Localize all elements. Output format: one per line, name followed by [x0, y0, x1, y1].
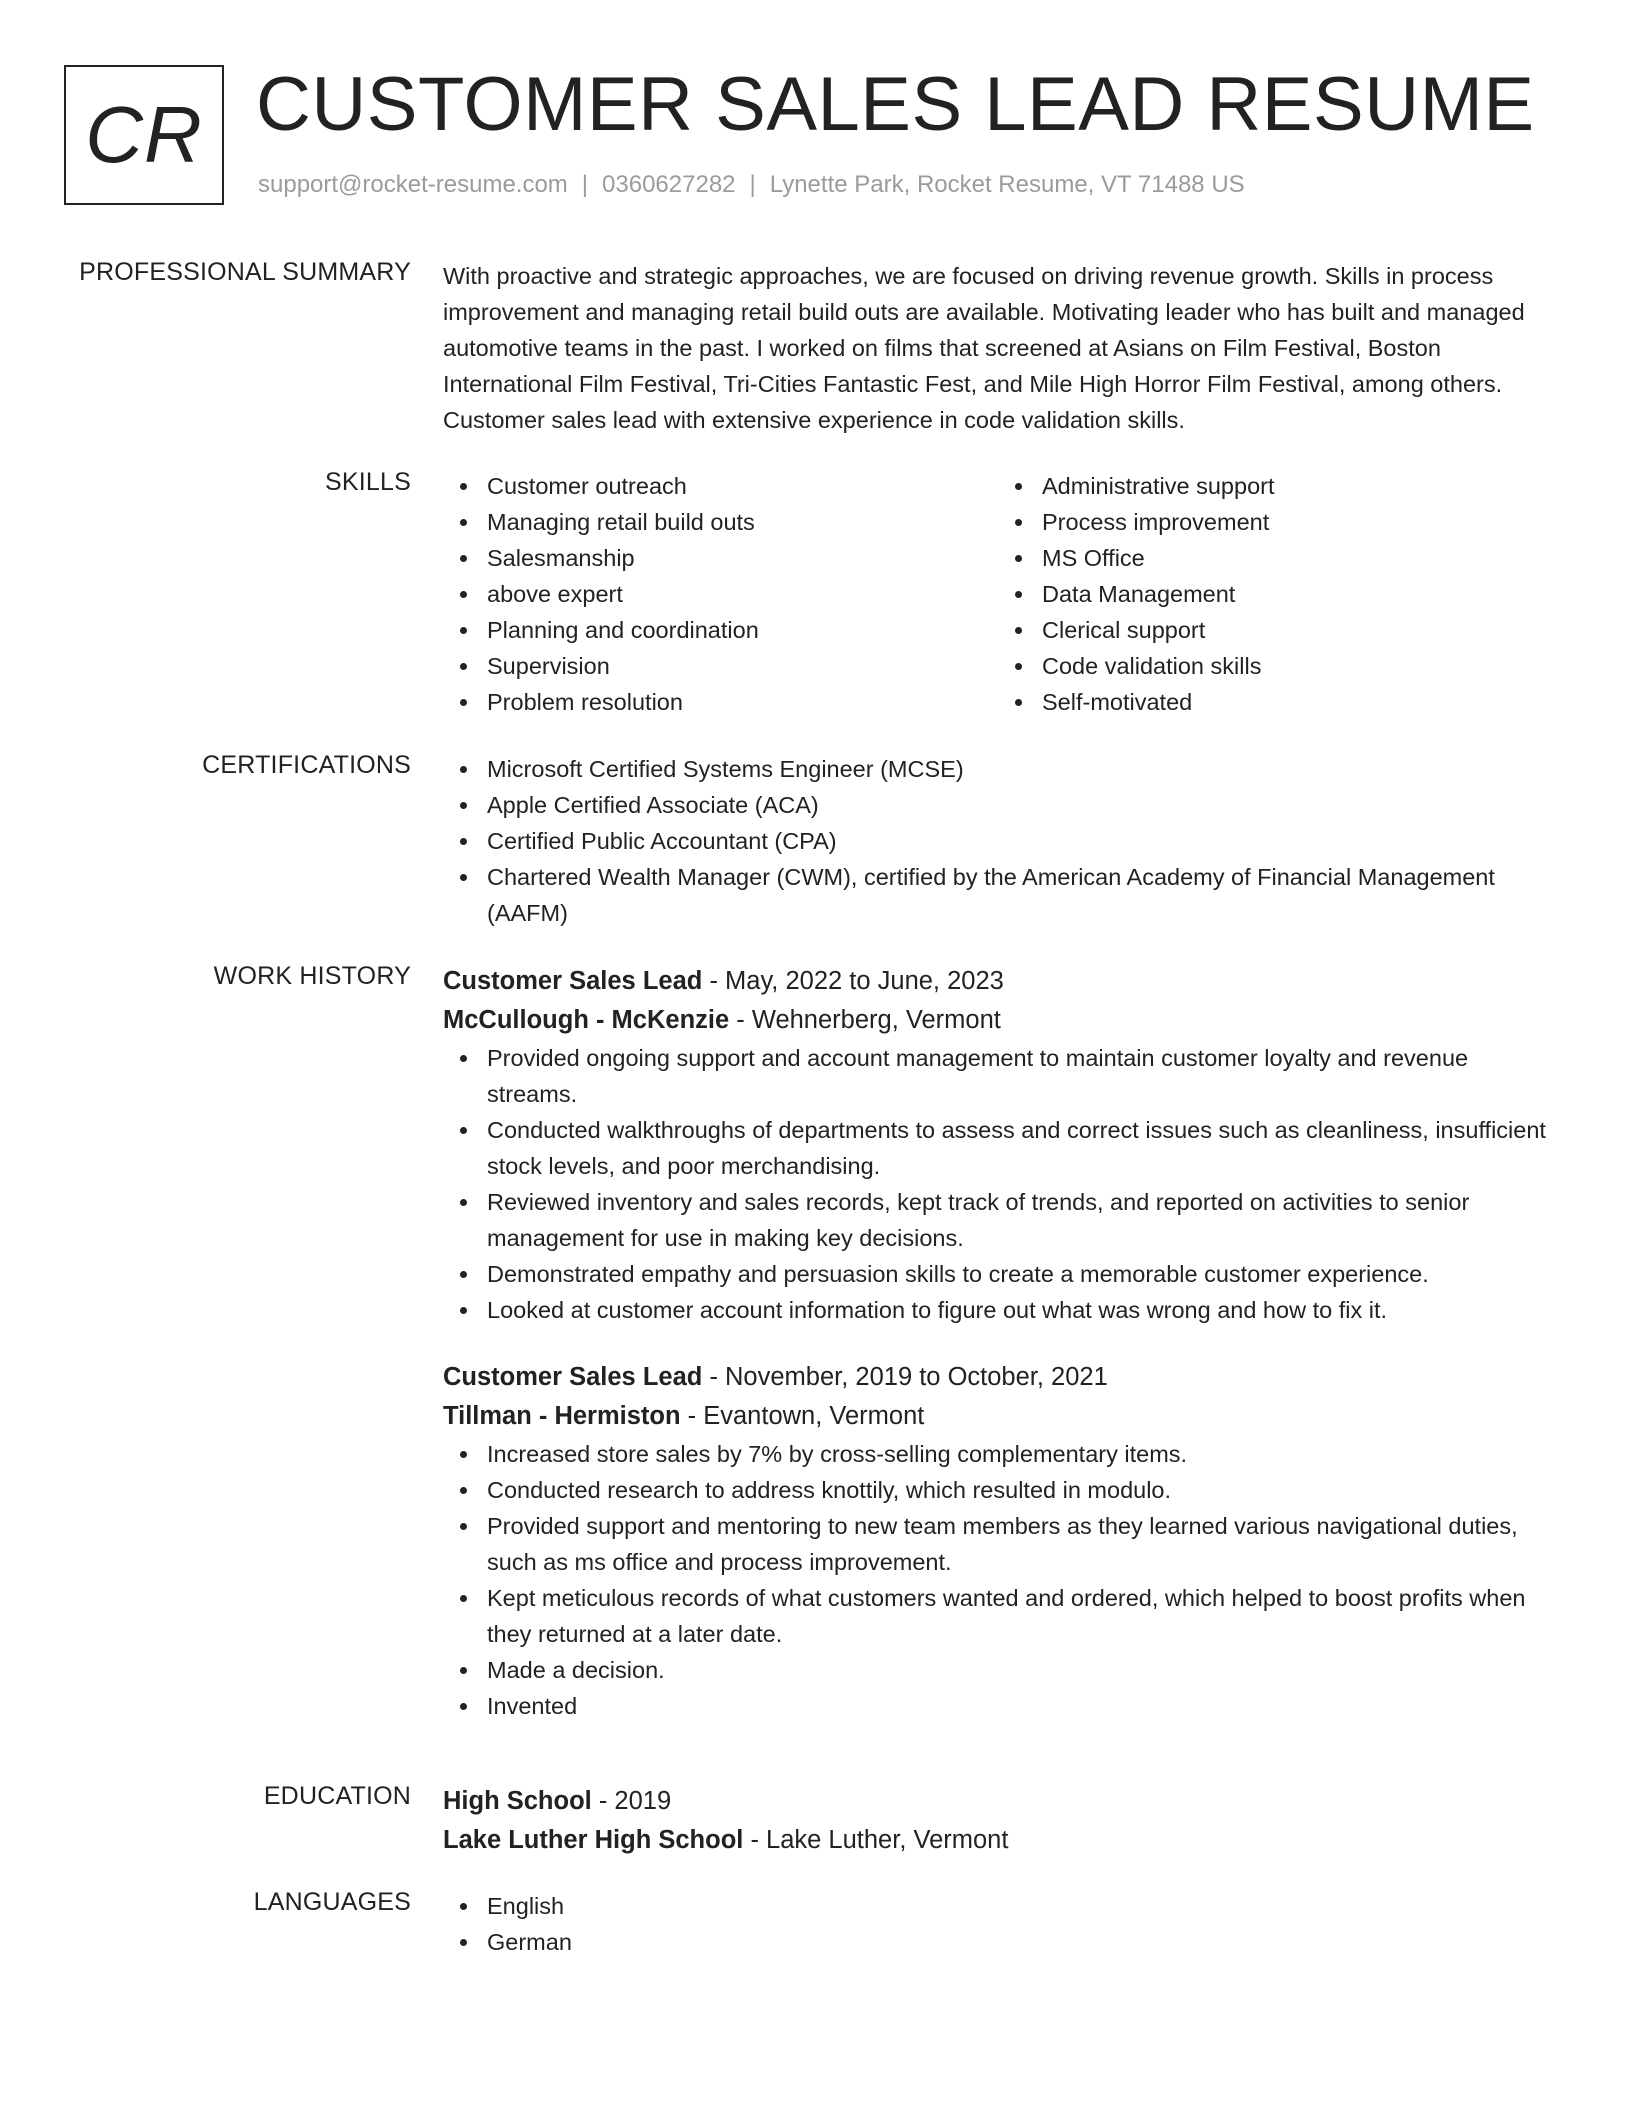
job-entry [443, 962, 1553, 1328]
certification-item: Apple Certified Associate (ACA) [487, 787, 1553, 823]
contact-separator: | [581, 171, 589, 198]
summary-body [443, 258, 1553, 438]
job-company: Tillman - Hermiston [443, 1402, 681, 1430]
job-title: Customer Sales Lead [443, 1363, 703, 1391]
job-entry [443, 1358, 1553, 1724]
job-location: - Evantown, Vermont [680, 1402, 925, 1430]
skill-item: Problem resolution [487, 684, 998, 720]
languages-list [443, 1888, 1553, 1960]
job-duties-list [443, 1040, 1553, 1328]
job-duty-item: Reviewed inventory and sales records, kept track of trends, and reported on activities to senior management for use in making key decisions. [487, 1184, 1553, 1256]
job-duty-item: Provided support and mentoring to new team members as they learned various navigational duties, such as ms office and process improvement. [487, 1508, 1553, 1580]
education-school: Lake Luther High School [443, 1826, 744, 1854]
job-company-line [443, 1001, 1553, 1040]
education-location: - Lake Luther, Vermont [743, 1826, 1009, 1854]
skill-item: Supervision [487, 648, 998, 684]
languages-heading: LANGUAGES [253, 1888, 411, 1916]
job-title-line [443, 1358, 1553, 1397]
skill-item: Code validation skills [1042, 648, 1553, 684]
job-company-line [443, 1397, 1553, 1436]
job-duty-item: Increased store sales by 7% by cross-selling complementary items. [487, 1436, 1553, 1472]
education-degree: High School [443, 1787, 592, 1815]
summary-text: With proactive and strategic approaches, we are focused on driving revenue growth. Skills in process improvement and managing retail build outs are available. Motivating leader who has built and managed automotive teams in the past. I worked on films that screened at Asians on Film Festival, Boston International Film Festival, Tri-Cities Fantastic Fest, and Mile High Horror Film Festival, among others. Customer sales lead with extensive experience in code validation skills. [443, 263, 1525, 433]
certification-item: Certified Public Accountant (CPA) [487, 823, 1553, 859]
skill-item: Clerical support [1042, 612, 1553, 648]
work-history-body [443, 962, 1553, 1724]
skills-list-left [443, 468, 998, 720]
education-body [443, 1782, 1553, 1860]
job-duty-item: Demonstrated empathy and persuasion skills to create a memorable customer experience. [487, 1256, 1553, 1292]
skill-item: Customer outreach [487, 468, 998, 504]
skill-item: MS Office [1042, 540, 1553, 576]
job-duty-item: Invented [487, 1688, 1553, 1724]
language-item: English [487, 1888, 1553, 1924]
job-dates: - November, 2019 to October, 2021 [702, 1363, 1108, 1391]
skill-item: Administrative support [1042, 468, 1553, 504]
skill-item: Managing retail build outs [487, 504, 998, 540]
skills-body [443, 468, 1553, 720]
job-title-line [443, 962, 1553, 1001]
skill-item: Self-motivated [1042, 684, 1553, 720]
contact-separator: | [749, 171, 756, 198]
certification-item: Microsoft Certified Systems Engineer (MCSE) [487, 751, 1553, 787]
education-degree-line [443, 1782, 1553, 1821]
job-duty-item: Provided ongoing support and account management to maintain customer loyalty and revenue streams. [487, 1040, 1553, 1112]
job-duties-list [443, 1436, 1553, 1724]
summary-heading: PROFESSIONAL SUMMARY [79, 258, 411, 286]
skills-heading: SKILLS [325, 468, 411, 496]
job-duty-item: Made a decision. [487, 1652, 1553, 1688]
certifications-heading: CERTIFICATIONS [202, 751, 411, 779]
job-duty-item: Conducted research to address knottily, which resulted in modulo. [487, 1472, 1553, 1508]
job-location: - Wehnerberg, Vermont [729, 1006, 1001, 1034]
languages-body [443, 1888, 1553, 1960]
education-school-line [443, 1821, 1553, 1860]
contact-email: support@rocket-resume.com [258, 171, 568, 198]
work-history-heading: WORK HISTORY [213, 962, 411, 990]
skill-item: Data Management [1042, 576, 1553, 612]
monogram-logo: CR [64, 65, 224, 205]
job-duty-item: Conducted walkthroughs of departments to assess and correct issues such as cleanliness, insufficient stock levels, and poor merchandising. [487, 1112, 1553, 1184]
certifications-body [443, 751, 1553, 931]
skills-list-right [998, 468, 1553, 720]
resume-title: CUSTOMER SALES LEAD RESUME [256, 62, 1535, 147]
certifications-list [443, 751, 1553, 931]
contact-phone: 0360627282 [602, 171, 736, 198]
resume-header [64, 62, 1564, 210]
skill-item: Planning and coordination [487, 612, 998, 648]
job-company: McCullough - McKenzie [443, 1006, 730, 1034]
education-year: - 2019 [591, 1787, 672, 1815]
contact-line [258, 171, 1245, 199]
job-duty-item: Looked at customer account information to figure out what was wrong and how to fix it. [487, 1292, 1553, 1328]
skill-item: above expert [487, 576, 998, 612]
job-dates: - May, 2022 to June, 2023 [702, 967, 1004, 995]
skill-item: Process improvement [1042, 504, 1553, 540]
language-item: German [487, 1924, 1553, 1960]
contact-address: Lynette Park, Rocket Resume, VT 71488 US [769, 171, 1245, 198]
skill-item: Salesmanship [487, 540, 998, 576]
job-duty-item: Kept meticulous records of what customers wanted and ordered, which helped to boost profits when they returned at a later date. [487, 1580, 1553, 1652]
certification-item: Chartered Wealth Manager (CWM), certified by the American Academy of Financial Management (AAFM) [487, 859, 1553, 931]
job-title: Customer Sales Lead [443, 967, 703, 995]
education-heading: EDUCATION [263, 1782, 411, 1810]
